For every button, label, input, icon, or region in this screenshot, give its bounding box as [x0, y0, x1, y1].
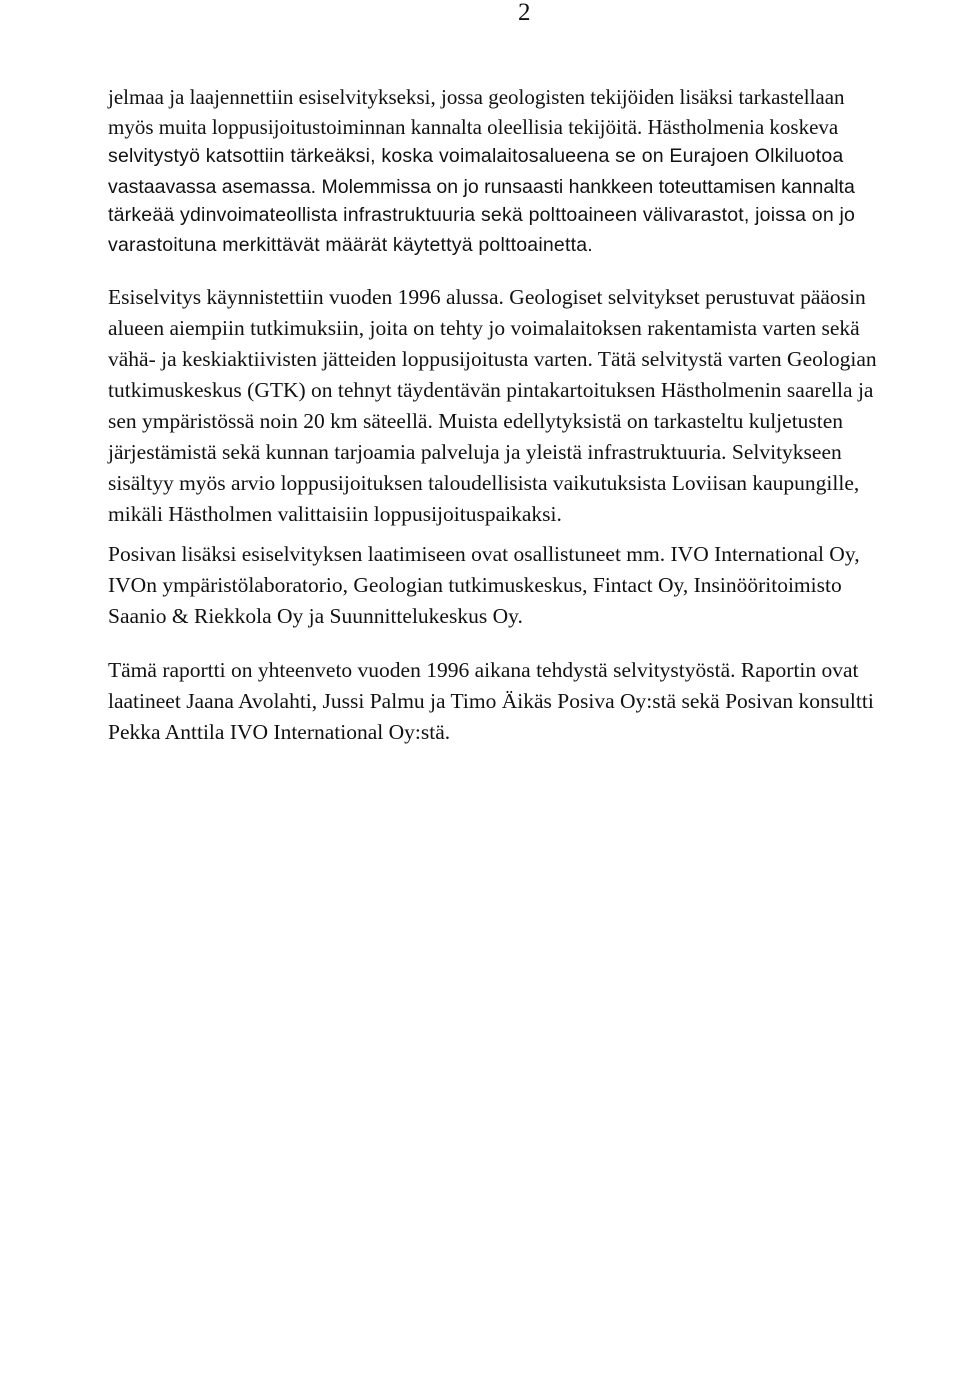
paragraph-3	[108, 539, 960, 632]
paragraph-line: Esiselvitys käynnistettiin vuoden 1996 alussa. Geologiset selvitykset perustuvat pääosin	[108, 285, 866, 309]
paragraph-line: selvitystyö katsottiin tärkeäksi, koska voimalaitosalueena se on Eurajoen Olkiluotoa	[108, 145, 844, 167]
paragraph-line: laatineet Jaana Avolahti, Jussi Palmu ja Timo Äikäs Posiva Oy:stä sekä Posivan konsultti	[108, 689, 874, 713]
paragraph-line: jelmaa ja laajennettiin esiselvitykseksi, jossa geologisten tekijöiden lisäksi tarkastellaan	[108, 85, 845, 109]
paragraph-line: sisältyy myös arvio loppusijoituksen taloudellisista vaikutuksista Loviisan kaupungille,	[108, 471, 860, 495]
paragraph-line: tutkimuskeskus (GTK) on tehnyt täydentävän pintakartoituksen Hästholmenin saarella ja	[108, 378, 874, 402]
page-number: 2	[518, 0, 531, 26]
paragraph-line: myös muita loppusijoitustoiminnan kannalta oleellisia tekijöitä. Hästholmenia koskeva	[108, 114, 839, 139]
paragraph-line: mikäli Hästholmen valittaisiin loppusijoituspaikaksi.	[108, 502, 562, 526]
paragraph-line: IVOn ympäristölaboratorio, Geologian tutkimuskeskus, Fintact Oy, Insinööritoimisto	[108, 573, 842, 597]
paragraph-line: Tämä raportti on yhteenveto vuoden 1996 aikana tehdystä selvitystyöstä. Raportin ovat	[108, 658, 859, 682]
paragraph-line: Saanio & Riekkola Oy ja Suunnittelukeskus Oy.	[108, 604, 523, 628]
paragraph-line: alueen aiempiin tutkimuksiin, joita on tehty jo voimalaitoksen rakentamista varten sekä	[108, 316, 860, 340]
paragraph-4	[108, 655, 960, 748]
paragraph-2	[108, 282, 960, 530]
paragraph-line: Pekka Anttila IVO International Oy:stä.	[108, 720, 451, 744]
paragraph-line: Posivan lisäksi esiselvityksen laatimiseen ovat osallistuneet mm. IVO International Oy,	[108, 542, 860, 566]
paragraph-1	[108, 83, 960, 260]
paragraph-line-part: vastaavassa asemassa.	[108, 175, 317, 198]
paragraph-line-part: Molemmissa on jo runsaasti hankkeen toteuttamisen kannalta	[316, 175, 855, 198]
paragraph-line: sen ympäristössä noin 20 km säteellä. Muista edellytyksistä on tarkasteltu kuljetusten	[108, 409, 844, 433]
paragraph-line: järjestämistä sekä kunnan tarjoamia palveluja ja yleistä infrastruktuuria. Selvitykseen	[108, 440, 842, 464]
paragraph-line: vähä- ja keskiaktiivisten jätteiden loppusijoitusta varten. Tätä selvitystä varten Geologian	[108, 347, 877, 371]
paragraph-line	[108, 172, 960, 202]
paragraph-line: tärkeää ydinvoimateollista infrastruktuuria sekä polttoaineen välivarastot, joissa on jo	[108, 204, 856, 226]
paragraph-line: varastoituna merkittävät määrät käytettyä polttoainetta.	[108, 233, 593, 256]
